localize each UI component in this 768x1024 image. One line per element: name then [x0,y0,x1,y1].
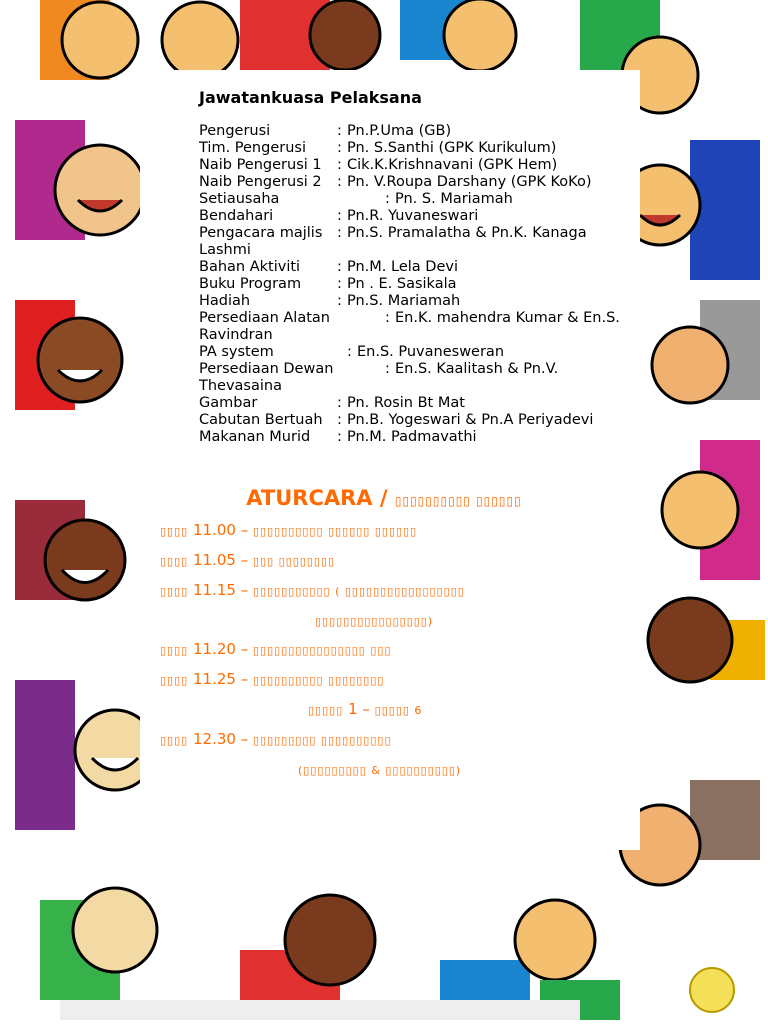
agenda-prefix: ▯▯▯▯ [160,674,189,687]
member-name: Pn.M. Padmavathi [347,429,477,445]
member-name: Pn.M. Lela Devi [347,259,458,275]
agenda-title-tamil: ▯▯▯▯▯▯▯▯▯▯ ▯▯▯▯▯▯ [394,494,522,508]
agenda-item-continued [298,760,461,778]
member-role: Makanan Murid [199,429,311,445]
member-name: Pn.R. Yuvaneswari [347,208,479,224]
member-role: Cabutan Bertuah [199,412,323,428]
agenda-prefix: ▯▯▯▯ [160,585,189,598]
agenda-title [0,486,768,510]
agenda-time: 11.25 – [193,670,249,688]
member-cabutan-bertuah [199,412,649,429]
agenda-text: ▯▯▯▯▯▯▯▯▯ ▯▯▯▯▯▯▯▯▯▯ [253,734,392,747]
member-naib-pengerusi-2 [199,174,649,191]
member-separator: : [337,293,342,309]
member-role: Persediaan Dewan [199,361,334,377]
member-role: Bahan Aktiviti [199,259,301,275]
agenda-text: ▯▯▯▯▯▯▯▯▯▯▯▯▯▯▯▯ ▯▯▯ [253,644,392,657]
member-role: PA system [199,344,274,360]
agenda-text: ▯▯▯ ▯▯▯▯▯▯▯▯ [253,555,336,568]
member-role: Tim. Pengerusi [199,140,306,156]
member-name: Pn.S. Pramalatha & Pn.K. Kanaga [347,225,587,241]
member-gambar [199,395,649,412]
member-separator: : [337,123,342,139]
member-name: Pn.B. Yogeswari & Pn.A Periyadevi [347,412,594,428]
agenda-prefix: ▯▯▯▯ [160,555,189,568]
member-name-continued: Lashmi [199,242,251,258]
agenda-prefix: ▯▯▯▯▯ [308,704,344,717]
agenda-text: ▯▯▯▯▯ 6 [374,704,423,717]
member-persediaan-alatan [199,310,649,344]
member-name: Pn. S. Mariamah [395,191,513,207]
member-makanan-murid [199,429,649,446]
agenda-item [160,551,335,569]
member-bendahari [199,208,649,225]
member-persediaan-dewan [199,361,649,395]
agenda-text: ▯▯▯▯▯▯▯▯▯▯ ▯▯▯▯▯▯ ▯▯▯▯▯▯ [253,525,418,538]
member-bahan-aktiviti [199,259,649,276]
member-separator: : [347,344,352,360]
agenda-time: 11.20 – [193,640,249,658]
agenda-prefix: ▯▯▯▯ [160,644,189,657]
member-separator: : [385,361,390,377]
agenda-text: ▯▯▯▯▯▯▯▯▯▯▯ ( ▯▯▯▯▯▯▯▯▯▯▯▯▯▯▯▯▯ [253,585,465,598]
member-pengerusi [199,123,649,140]
committee-heading: Jawatankuasa Pelaksana [199,88,422,107]
member-name: Pn.P.Uma (GB) [347,123,452,139]
agenda-time: 12.30 – [193,730,249,748]
member-separator: : [337,395,342,411]
agenda-text: ▯▯▯▯▯▯▯▯▯▯ ▯▯▯▯▯▯▯▯ [253,674,385,687]
agenda-time: 11.15 – [193,581,249,599]
member-role: Naib Pengerusi 1 [199,157,322,173]
member-naib-pengerusi-1 [199,157,649,174]
member-separator: : [337,429,342,445]
agenda-time: 11.05 – [193,551,249,569]
member-role: Persediaan Alatan [199,310,330,326]
agenda-time: 11.00 – [193,521,249,539]
agenda-title-latin: ATURCARA / [246,486,388,510]
member-separator: : [337,412,342,428]
member-setiausaha [199,191,649,208]
member-separator: : [337,208,342,224]
member-name: En.S. Puvanesweran [357,344,505,360]
member-pa-system [199,344,649,361]
member-pengacara-majlis [199,225,649,259]
member-separator: : [337,174,342,190]
member-separator: : [337,157,342,173]
committee-list [199,123,649,446]
agenda-item [160,521,417,539]
member-name-continued: Ravindran [199,327,273,343]
member-separator: : [385,191,390,207]
agenda-prefix: ▯▯▯▯ [160,525,189,538]
member-name: Pn.S. Mariamah [347,293,461,309]
member-separator: : [337,276,342,292]
member-hadiah [199,293,649,310]
member-tim-pengerusi [199,140,649,157]
member-name: Pn. Rosin Bt Mat [347,395,465,411]
member-role: Naib Pengerusi 2 [199,174,322,190]
member-separator: : [337,140,342,156]
agenda-text: (▯▯▯▯▯▯▯▯▯ & ▯▯▯▯▯▯▯▯▯▯) [298,764,462,777]
member-name-continued: Thevasaina [199,378,282,394]
member-name: Cik.K.Krishnavani (GPK Hem) [347,157,558,173]
member-buku-program [199,276,649,293]
agenda-item [160,670,384,688]
member-role: Pengacara majlis [199,225,323,241]
agenda-text: ▯▯▯▯▯▯▯▯▯▯▯▯▯▯▯▯) [315,615,434,628]
member-name: En.K. mahendra Kumar & En.S. [395,310,620,326]
member-role: Pengerusi [199,123,271,139]
agenda-item [160,640,392,658]
agenda-item [160,730,392,748]
member-name: En.S. Kaalitash & Pn.V. [395,361,559,377]
agenda-prefix: ▯▯▯▯ [160,734,189,747]
member-name: Pn . E. Sasikala [347,276,457,292]
agenda-item-continued [315,611,433,629]
agenda-item-continued [308,700,422,718]
member-name: Pn. V.Roupa Darshany (GPK KoKo) [347,174,592,190]
member-separator: : [337,259,342,275]
member-separator: : [385,310,390,326]
member-separator: : [337,225,342,241]
agenda-item [160,581,465,599]
member-role: Bendahari [199,208,274,224]
agenda-time: 1 – [348,700,370,718]
member-role: Buku Program [199,276,302,292]
member-role: Hadiah [199,293,251,309]
member-role: Gambar [199,395,258,411]
member-name: Pn. S.Santhi (GPK Kurikulum) [347,140,557,156]
member-role: Setiausaha [199,191,280,207]
